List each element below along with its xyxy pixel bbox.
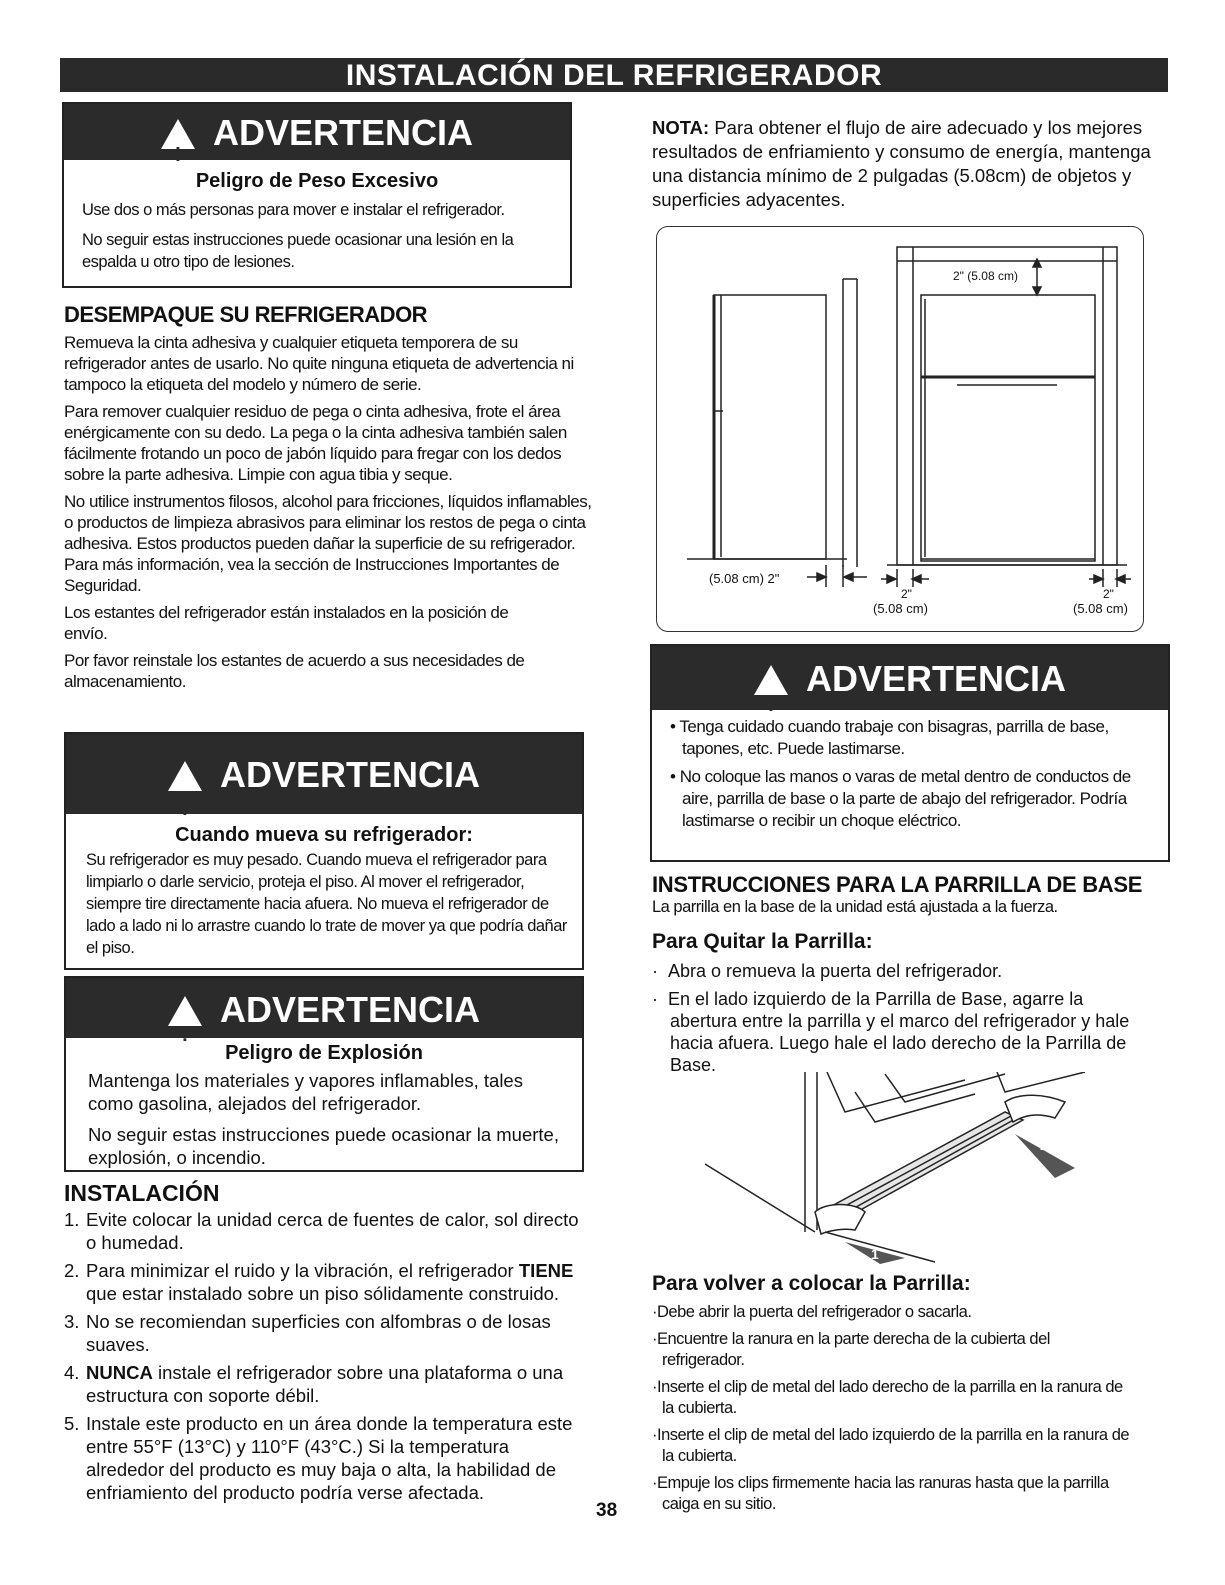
list-item: ·Empuje los clips firmemente hacia las ranuras hasta que la parrilla caiga en su sitio. [652,1474,1109,1513]
list-item: ·Inserte el clip de metal del lado izquierdo de la parrilla en la ranura de la cubierta. [652,1426,1130,1465]
warning-line: Mantenga los materiales y vapores inflamables, tales como gasolina, alejados del refrigerador. [88,1070,523,1114]
note-label: NOTA: [652,117,710,138]
grille-removal-drawing [705,1072,1100,1264]
warning-box-hinges [650,644,1170,862]
replace-grille-title: Para volver a colocar la Parrilla: [652,1272,971,1295]
list-item: ·Debe abrir la puerta del refrigerador o sacarla. [652,1303,972,1321]
page-number: 38 [596,1500,618,1521]
list-item: 2. Para minimizar el ruido y la vibración, el refrigerador TIENE que estar instalado sobre un piso sólidamente construido. [64,1260,574,1304]
note-text: Para obtener el flujo de aire adecuado y los mejores resultados de enfriamiento y consumo de energía, mantenga una distancia mínimo de 2 pulgadas (5.08cm) de objetos y superficies adyacentes. [652,117,1151,210]
warning-icon: ! [168,761,202,791]
warning-subtitle: Peligro de Explosión [225,1042,423,1064]
warning-line: No seguir estas instrucciones puede ocasionar la muerte, explosión, o incendio. [88,1124,559,1168]
section-title-unpack: DESEMPAQUE SU REFRIGERADOR [64,302,428,327]
page-banner: INSTALACIÓN DEL REFRIGERADOR [60,58,1168,92]
warning-header [64,104,570,166]
diagram-label-front-right-cm: (5.08 cm) [1073,601,1128,616]
warning-icon: ! [161,119,195,149]
warning-box-moving [64,732,584,970]
warning-text: Su refrigerador es muy pesado. Cuando mueva el refrigerador para limpiarlo o darle servicio, proteja el piso. Al mover el refrigerador, siempre tire directamente hacia afuera. No mueva el refrigerador de lado a lado ni lo arrastre cuando lo trate de mover ya que podría dañar el piso. [86,851,567,957]
paragraph: Por favor reinstale los estantes de acuerdo a sus necesidades de almacenamiento. [64,651,525,691]
list-item: · En el lado izquierdo de la Parrilla de Base, agarre la abertura entre la parrilla y el marco del refrigerador y hale hacia afuera. Luego hale el lado derecho de la Parrilla de Base. [652,989,1130,1075]
diagram-label-front-left-cm: (5.08 cm) [873,601,928,616]
warning-box-explosion [64,976,584,1172]
diagram-label-front-right: 2" [1103,587,1114,601]
warning-box-weight [62,102,572,288]
warning-bullet: • Tenga cuidado cuando trabaje con bisagras, parrilla de base, tapones, etc. Puede lastimarse. [670,717,1109,758]
remove-grille-steps [652,960,1142,1076]
grille-intro: La parrilla en la base de la unidad está ajustada a la fuerza. [652,898,1058,916]
warning-title: ADVERTENCIA [212,112,473,153]
remove-grille-title: Para Quitar la Parrilla: [652,930,873,953]
list-item: ·Encuentre la ranura en la parte derecha de la cubierta del refrigerador. [652,1330,1050,1369]
warning-header [66,734,582,820]
paragraph: No utilice instrumentos filosos, alcohol para fricciones, líquidos inflamables, o productos de limpieza abrasivos para eliminar los restos de pega o cinta adhesiva. Estos productos pueden dañar la superficie de su refrigerador. Para más información, vea la sección de Instrucciones Importantes de Seguridad. [64,492,592,595]
warning-bullet: • No coloque las manos o varas de metal dentro de conductos de aire, parrilla de base o la parte de abajo del refrigerador. Podría lastimarse o recibir un choque eléctrico. [670,767,1131,830]
unpack-body [64,332,592,698]
note-paragraph [652,116,1152,212]
list-item: 5. Instale este producto en un área donde la temperatura este entre 55°F (13°C) y 110°F (43°C.) Si la temperatura alrededor del producto es muy baja o alta, la habilidad de enfriamiento del producto podría verse afectada. [64,1413,573,1503]
diagram-label-side: (5.08 cm) 2" [709,571,780,586]
warning-line: No seguir estas instrucciones puede ocasionar una lesión en la espalda u otro tipo de lesiones. [82,231,514,271]
paragraph: Remueva la cinta adhesiva y cualquier etiqueta temporera de su refrigerador antes de usarlo. No quite ninguna etiqueta de advertencia ni tampoco la etiqueta del modelo y número de serie. [64,333,574,394]
paragraph: Para remover cualquier residuo de pega o cinta adhesiva, frote el área enérgicamente con su dedo. La pega o la cinta adhesiva también salen fácilmente frotando un poco de jabón líquido para fregar con los dedos sobre la parte adhesiva. Limpie con agua tibia y seque. [64,402,567,484]
warning-header [66,978,582,1046]
replace-grille-steps [652,1302,1132,1521]
step-badge-2: 2 [1040,1137,1048,1153]
section-title-grille: INSTRUCCIONES PARA LA PARRILLA DE BASE [652,872,1143,897]
list-item: 3. No se recomiendan superficies con alfombras o de losas suaves. [64,1311,551,1355]
clearance-diagram [656,226,1144,632]
list-item: ·Inserte el clip de metal del lado derecho de la parrilla en la ranura de la cubierta. [652,1378,1123,1417]
paragraph: Los estantes del refrigerador están instalados en la posición de envío. [64,603,509,643]
warning-title: ADVERTENCIA [219,754,480,795]
step-badge-1: 1 [871,1246,879,1262]
warning-subtitle: Peligro de Peso Excesivo [195,170,439,192]
warning-line: Use dos o más personas para mover e instalar el refrigerador. [82,201,505,219]
warning-title: ADVERTENCIA [219,989,480,1030]
warning-title: ADVERTENCIA [805,658,1066,699]
diagram-label-top: 2" (5.08 cm) [953,269,1018,283]
list-item: · Abra o remueva la puerta del refrigerador. [652,961,1003,981]
list-item: 1. Evite colocar la unidad cerca de fuentes de calor, sol directo o humedad. [64,1209,579,1253]
warning-subtitle: Cuando mueva su refrigerador: [175,824,473,846]
section-title-install: INSTALACIÓN [64,1180,220,1206]
diagram-label-front-left: 2" [901,587,912,601]
list-item: 4. NUNCA instale el refrigerador sobre una plataforma o una estructura con soporte débil. [64,1362,564,1406]
warning-header [652,646,1168,716]
install-list [64,1208,592,1509]
grille-illustration [705,1072,1100,1264]
warning-icon: ! [754,665,788,695]
warning-icon: ! [168,996,202,1026]
